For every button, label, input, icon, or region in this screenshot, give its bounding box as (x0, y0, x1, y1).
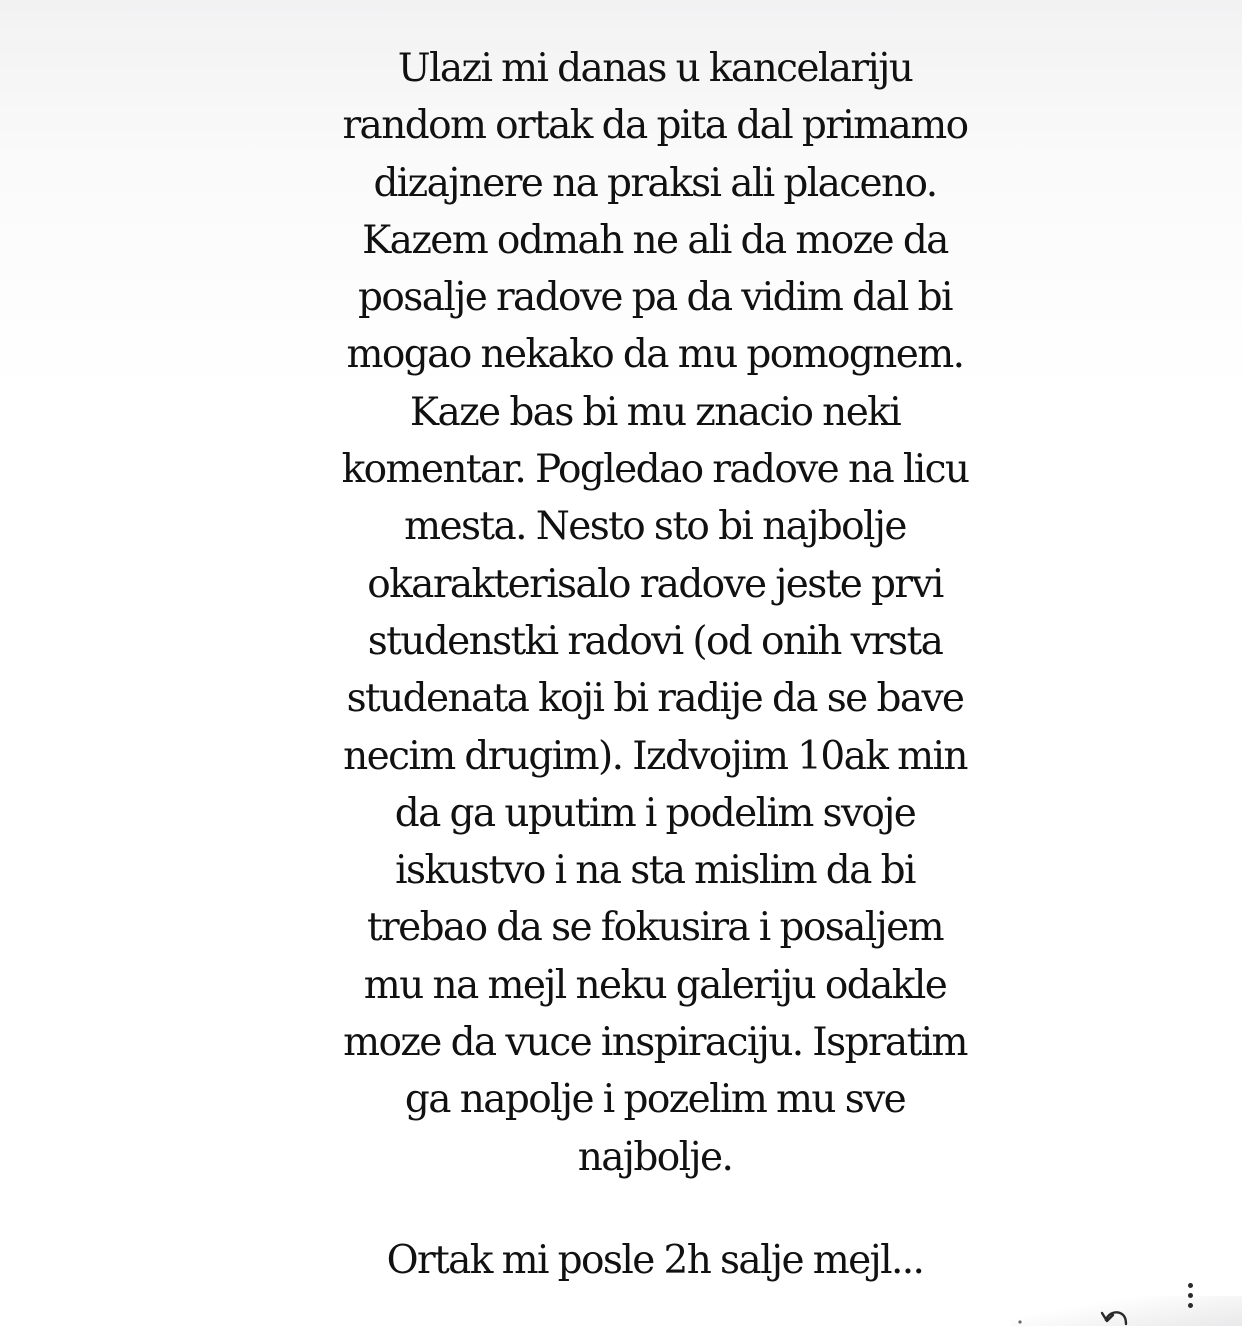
more-vertical-icon[interactable] (1176, 1276, 1204, 1314)
story-line: Kazem odmah ne ali da moze da (362, 217, 948, 263)
story-line: studenstki radovi (od onih vrsta (367, 618, 943, 664)
story-line: studenata koji bi radije da se bave (346, 676, 964, 722)
story-line: mu na mejl neku galeriju odakle (363, 962, 947, 1008)
more-dot (1188, 1283, 1193, 1288)
story-line: random ortak da pita dal primamo (342, 103, 968, 149)
story-text (290, 40, 1020, 1186)
story-content (0, 40, 1242, 1240)
story-line: mogao nekako da mu pomognem. (346, 332, 964, 378)
indicator-dot (1018, 1320, 1021, 1323)
undo-icon[interactable] (1010, 1300, 1150, 1326)
story-footer-text: Ortak mi posle 2h salje mejl... (386, 1238, 924, 1283)
story-line: posalje radove pa da vidim dal bi (358, 275, 952, 321)
story-line: trebao da se fokusira i posaljem (366, 905, 944, 951)
story-line: iskustvo i na sta mislim da bi (395, 848, 915, 894)
story-line: mesta. Nesto sto bi najbolje (404, 504, 906, 550)
story-line: dizajnere na praksi ali placeno. (373, 160, 937, 206)
story-line: okarakterisalo radove jeste prvi (367, 561, 943, 607)
story-line: komentar. Pogledao radove na licu (341, 447, 969, 493)
story-line: Kaze bas bi mu znacio neki (409, 389, 901, 435)
bottom-controls (1010, 1300, 1150, 1326)
more-dot (1188, 1303, 1193, 1308)
story-line: moze da vuce inspiraciju. Ispratim (343, 1020, 967, 1066)
more-dot (1188, 1293, 1193, 1298)
story-line: Ulazi mi danas u kancelariju (397, 46, 913, 91)
story-line: najbolje. (577, 1134, 733, 1180)
story-line: ga napolje i pozelim mu sve (404, 1077, 906, 1123)
story-line: necim drugim). Izdvojim 10ak min (343, 733, 967, 779)
story-line: da ga uputim i podelim svoje (394, 790, 916, 836)
